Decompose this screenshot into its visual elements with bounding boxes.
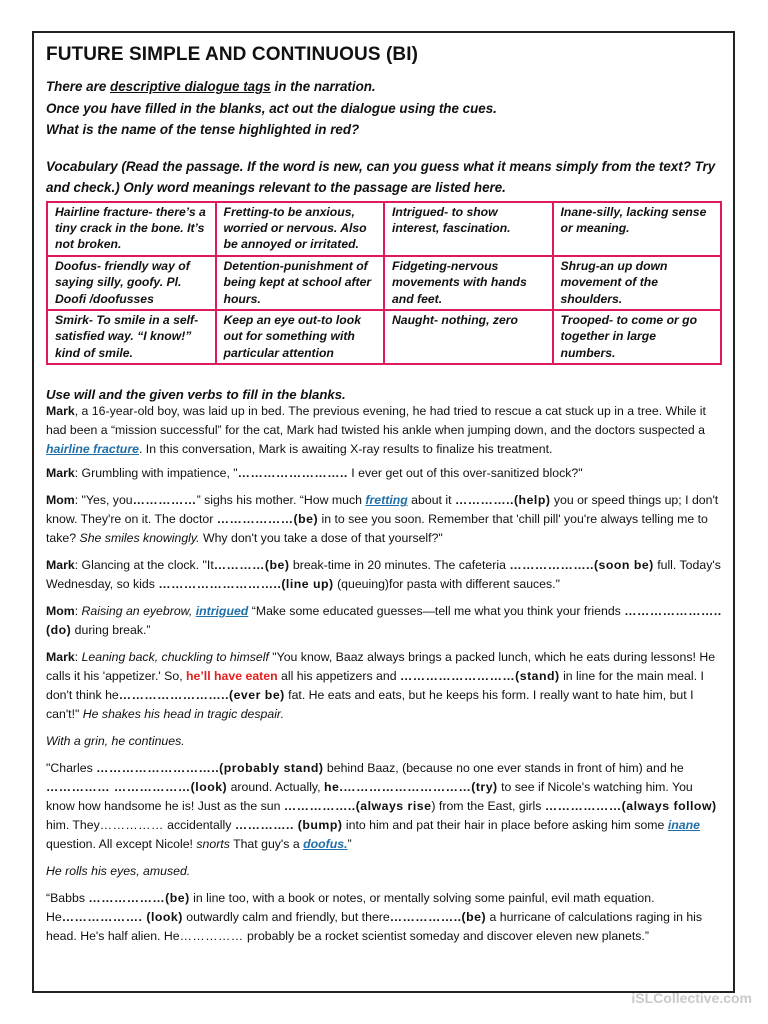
blank: ………………..(soon be) [509, 558, 654, 573]
blank: ………………(always follow) [544, 799, 717, 814]
blank: …………… [179, 929, 244, 944]
vocab-cell: Hairline fracture- there’s a tiny crack in the bone. It’s not broken. [47, 202, 216, 256]
task-instruction: Use will and the given verbs to fill in the blanks. [46, 387, 346, 403]
dialogue-mom-1: Mom: "Yes, you……………” sighs his mother. “How much fretting about it …………..(help) you or speed things up; I don't know. They're on it. The doctor ………………(be) in to see you soon. Remember that 'chill pill' you're always telling me to take? She smiles knowingly. Why don't you take a dose of that yourself?" [46, 493, 719, 546]
paragraph-intro: Mark, a 16-year-old boy, was laid up in bed. The previous evening, he had tried to rescue a cat stuck up in a tree. While it had been a “mission successful” for the cat, Mark had twisted his ankle when jumping down, and the doctors suspected a hairline fracture. In this conversation, Mark is awaiting X-ray results to finalize his treatment. [46, 404, 706, 457]
table-row [47, 202, 721, 256]
vocab-cell: Shrug-an up down movement of the shoulders. [553, 256, 722, 310]
keyword-link[interactable]: doofus. [303, 837, 348, 852]
keyword-link[interactable]: hairline fracture [46, 442, 139, 457]
page-title: FUTURE SIMPLE AND CONTINUOUS (BI) [46, 44, 419, 65]
blank: …………………….. [237, 466, 348, 481]
dialogue-mark-1: Mark: Grumbling with impatience, "…………………….. I ever get out of this over-sanitized block?" [46, 466, 583, 481]
vocab-cell: Inane-silly, lacking sense or meaning. [553, 202, 722, 256]
vocab-cell: Fidgeting-nervous movements with hands and feet. [384, 256, 553, 310]
dialogue-mom-2: Mom: Raising an eyebrow, intrigued “Make some educated guesses—tell me what you think your friends …………………..(do) during break.” [46, 604, 722, 638]
blank: ………………. (look) [61, 910, 183, 925]
blank: ………….. (bump) [234, 818, 343, 833]
vocab-cell: Keep an eye out-to look out for something with particular attention [216, 310, 385, 364]
vocab-cell: Trooped- to come or go together in large numbers. [553, 310, 722, 364]
dialogue-mark-4: "Charles ………………………..(probably stand) behind Baaz, (because no one ever stands in front of him) and he …………… ………………(look) around. Actually, he.…………………………(try) to see if Nicole's watching him. You know how handsome he is! Just as the sun ……………..(always rise) from the East, girls ………………(always follow) him. They…………… accidentally ………….. (bump) into him and pat their hair in place before asking him some inane question. All except Nicole! snorts That guy's a doofus.” [46, 761, 717, 852]
instructions [46, 76, 722, 141]
vocab-cell: Naught- nothing, zero [384, 310, 553, 364]
keyword-link[interactable]: fretting [365, 493, 408, 508]
vocabulary-table [46, 201, 722, 366]
dialogue-mark-5: “Babbs ………………(be) in line too, with a book or notes, or mentally solving some painful, evil math equation. He………………. (look) outwardly calm and friendly, but there……………..(be) a hurricane of calculations raging in his head. He's half alien. He…………… probably be a rocket scientist someday and discover eleven new planets.” [46, 891, 703, 944]
table-row [47, 256, 721, 310]
dialogue-mark-3: Mark: Leaning back, chuckling to himself "You know, Baaz always brings a packed lunch, which he eats during lessons! He calls it his 'appetizer.' So, he’ll have eaten all his appetizers and ………………………(stand) in line for the main meal. I don't think he……………………..(ever be) fat. He eats and eats, but he keeps his form. I really want to hate him, but I can't!" He shakes his head in tragic despair. [46, 650, 716, 722]
underlined-term: descriptive dialogue tags [110, 79, 271, 94]
instruction-line-3: What is the name of the tense highlighted in red? [46, 122, 360, 137]
vocab-cell: Smirk- To smile in a self- satisfied way. “I know!” kind of smile. [47, 310, 216, 364]
dialogue-mark-2: Mark: Glancing at the clock. "It…………(be) break-time in 20 minutes. The cafeteria ………………..(soon be) full. Today's Wednesday, so kids ………………………..(line up) (queuing)for pasta with different sauces." [46, 558, 721, 592]
passage [46, 402, 722, 946]
instruction-line-2: Once you have filled in the blanks, act out the dialogue using the cues. [46, 100, 497, 116]
blank: ………………………..(line up) [158, 577, 334, 592]
watermark: iSLCollective.com [631, 990, 752, 1006]
keyword-link[interactable]: inane [667, 818, 700, 833]
instruction-line-1: There are descriptive dialogue tags in the narration. [46, 79, 376, 94]
highlighted-tense: he’ll have eaten [186, 669, 278, 684]
stage-direction-2: He rolls his eyes, amused. [46, 864, 191, 879]
table-row [47, 310, 721, 364]
blank: ……………………..(ever be) [118, 688, 285, 703]
blank: …………………..(do) [46, 604, 722, 638]
vocab-cell: Detention-punishment of being kept at school after hours. [216, 256, 385, 310]
blank: ……………..(be) [389, 910, 487, 925]
keyword-link[interactable]: intrigued [195, 604, 249, 619]
blank: …………… [99, 818, 164, 833]
vocab-cell: Doofus- friendly way of saying silly, goofy. Pl. Doofi /doofusses [47, 256, 216, 310]
blank: ………………(be) [216, 512, 319, 527]
stage-direction-1: With a grin, he continues. [46, 734, 185, 749]
blank: ……………..(always rise [283, 799, 432, 814]
blank: …………(be) [213, 558, 290, 573]
blank: ………………………(stand) [399, 669, 560, 684]
blank: ………………………..(probably stand) [96, 761, 324, 776]
blank: …………..(help) [454, 493, 551, 508]
vocab-cell: Fretting-to be anxious, worried or nervous. Also be annoyed or irritated. [216, 202, 385, 256]
vocab-cell: Intrigued- to show interest, fascination. [384, 202, 553, 256]
worksheet [46, 44, 722, 954]
blank: …………… [132, 493, 197, 508]
blank: he.…………………………(try) [324, 780, 498, 795]
blank: ………………(be) [88, 891, 190, 906]
blank: …………… ………………(look) [46, 780, 228, 795]
vocabulary-heading: Vocabulary (Read the passage. If the word is new, can you guess what it means simply from the text? Try and check.) Only word meanings relevant to the passage are listed here. [46, 158, 716, 195]
